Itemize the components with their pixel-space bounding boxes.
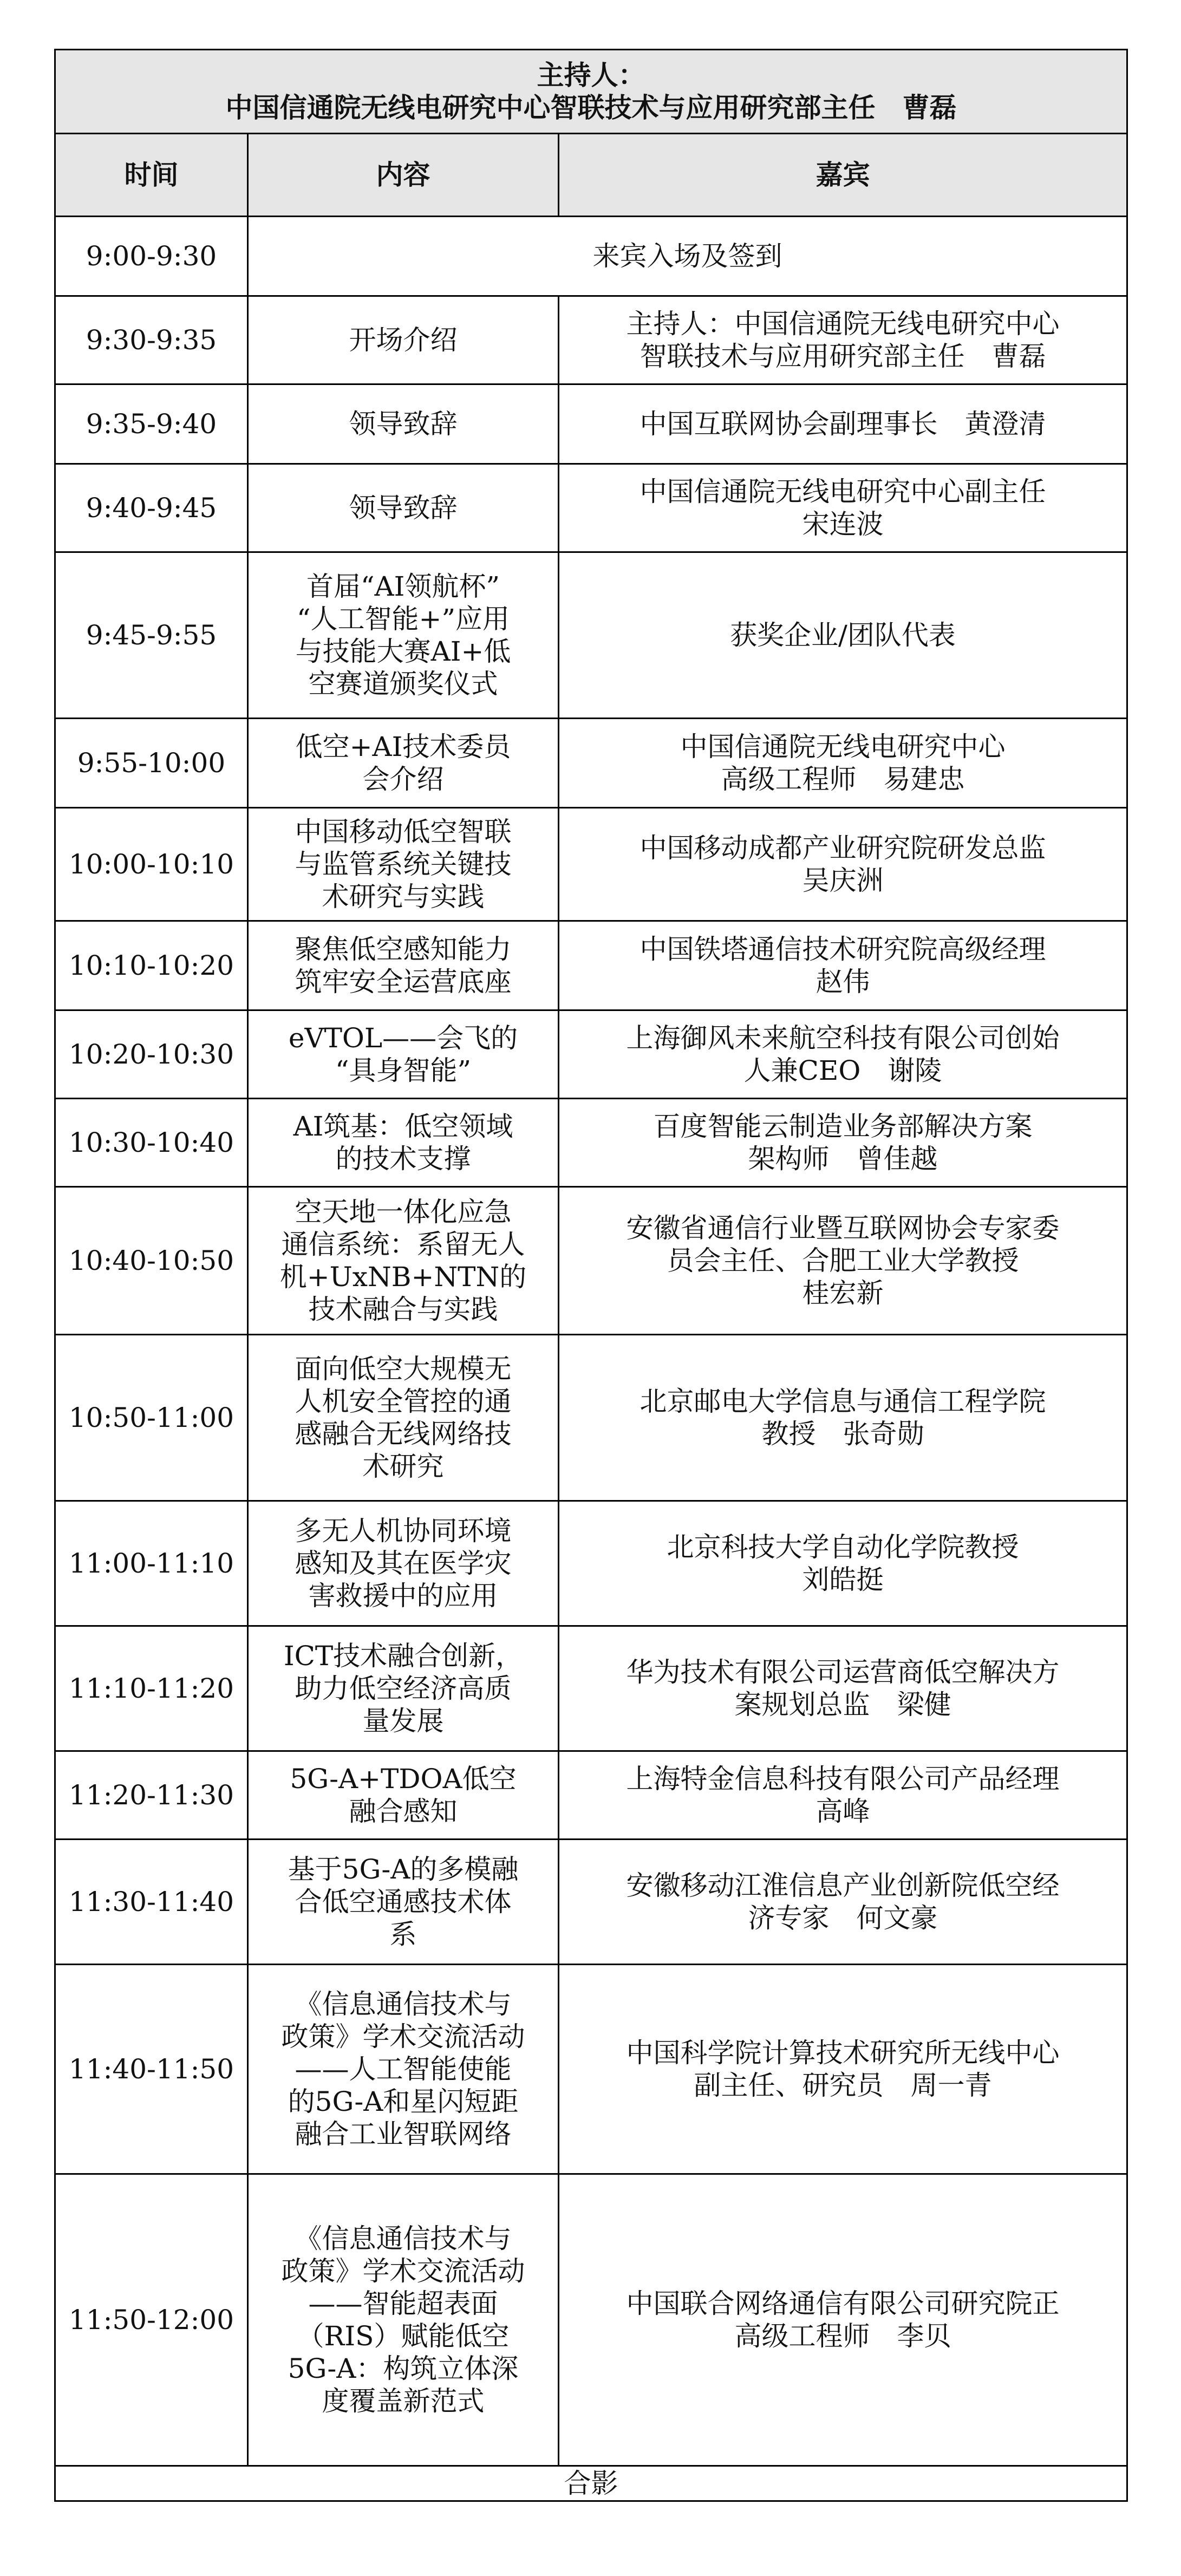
content-cell-line: 面向低空大规模无 bbox=[295, 1353, 512, 1385]
content-cell-line: 空赛道颁奖仪式 bbox=[308, 668, 498, 700]
guest-cell-line: 安徽移动江淮信息产业创新院低空经 bbox=[626, 1870, 1060, 1901]
guest-cell bbox=[559, 1965, 1127, 2174]
host-caption-line1: 主持人： bbox=[537, 60, 645, 91]
guest-cell-line: 智联技术与应用研究部主任 曹磊 bbox=[640, 341, 1046, 372]
content-cell-line: 首届“AI领航杯” bbox=[306, 571, 500, 602]
agenda-row bbox=[55, 384, 1127, 464]
guest-cell bbox=[559, 719, 1127, 808]
guest-cell-line: 赵伟 bbox=[815, 966, 870, 997]
content-cell bbox=[248, 1501, 559, 1626]
content-cell bbox=[248, 464, 559, 552]
guest-cell-line: 高级工程师 李贝 bbox=[734, 2320, 951, 2352]
host-caption-row bbox=[55, 50, 1127, 134]
content-cell bbox=[248, 1751, 559, 1840]
guest-cell bbox=[559, 1099, 1127, 1187]
guest-cell-line: 百度智能云制造业务部解决方案 bbox=[653, 1111, 1033, 1142]
header-time: 时间 bbox=[55, 134, 248, 217]
guest-cell-line: 宋连波 bbox=[802, 508, 884, 540]
guest-cell-line: 中国联合网络通信有限公司研究院正 bbox=[626, 2288, 1060, 2319]
agenda-row bbox=[55, 552, 1127, 719]
content-cell-line: 感知及其在医学灾 bbox=[295, 1548, 512, 1579]
content-cell-line: “人工智能+”应用 bbox=[296, 603, 510, 635]
guest-cell-line: 人兼CEO 谢陵 bbox=[743, 1055, 942, 1086]
content-cell bbox=[248, 808, 559, 921]
content-cell-line: 多无人机协同环境 bbox=[295, 1515, 512, 1547]
time-cell: 10:00-10:10 bbox=[55, 808, 248, 921]
guest-cell-line: 桂宏新 bbox=[802, 1277, 884, 1309]
host-caption bbox=[55, 50, 1127, 134]
content-cell-line: AI筑基：低空领域 bbox=[293, 1111, 513, 1142]
agenda-row bbox=[55, 2174, 1127, 2466]
agenda-body bbox=[55, 217, 1127, 2466]
guest-cell-line: 高级工程师 易建忠 bbox=[721, 764, 965, 795]
content-cell-line: 术研究 bbox=[362, 1451, 444, 1482]
time-cell: 11:10-11:20 bbox=[55, 1626, 248, 1751]
guest-cell-line: 上海特金信息科技有限公司产品经理 bbox=[626, 1763, 1060, 1795]
content-cell-line: 领导致辞 bbox=[349, 408, 458, 440]
content-cell-line: 《信息通信技术与 bbox=[295, 1988, 512, 2020]
agenda-row bbox=[55, 1099, 1127, 1187]
content-cell-line: 政策》学术交流活动 bbox=[281, 2255, 525, 2287]
guest-cell bbox=[559, 464, 1127, 552]
content-cell-line: 助力低空经济高质 bbox=[295, 1673, 512, 1704]
content-cell bbox=[248, 1965, 559, 2174]
content-cell-line: eVTOL——会飞的 bbox=[288, 1022, 518, 1054]
content-cell-line: 通信系统：系留无人 bbox=[281, 1229, 525, 1260]
guest-cell-line: 架构师 曾佳越 bbox=[748, 1143, 938, 1175]
guest-cell bbox=[559, 1501, 1127, 1626]
time-cell: 9:55-10:00 bbox=[55, 719, 248, 808]
content-cell-line: 空天地一体化应急 bbox=[295, 1196, 512, 1228]
guest-cell-line: 中国信通院无线电研究中心副主任 bbox=[640, 476, 1046, 507]
content-cell-line: 的5G-A和星闪短距 bbox=[288, 2086, 519, 2117]
guest-cell bbox=[559, 1187, 1127, 1335]
time-cell: 11:00-11:10 bbox=[55, 1501, 248, 1626]
content-cell-line: 政策》学术交流活动 bbox=[281, 2021, 525, 2052]
agenda-row bbox=[55, 1751, 1127, 1840]
guest-cell bbox=[559, 921, 1127, 1010]
time-cell: 11:50-12:00 bbox=[55, 2174, 248, 2466]
agenda-row bbox=[55, 1335, 1127, 1501]
agenda-row bbox=[55, 1501, 1127, 1626]
content-cell bbox=[248, 1840, 559, 1965]
content-cell bbox=[248, 719, 559, 808]
guest-cell bbox=[559, 384, 1127, 464]
guest-cell-line: 济专家 何文豪 bbox=[748, 1902, 938, 1934]
content-cell-line: 的技术支撑 bbox=[335, 1143, 471, 1175]
footer-cell: 合影 bbox=[55, 2466, 1127, 2501]
guest-cell bbox=[559, 2174, 1127, 2466]
content-cell-line: 聚焦低空感知能力 bbox=[295, 934, 512, 965]
guest-cell-line: 案规划总监 梁健 bbox=[734, 1689, 951, 1720]
content-cell bbox=[248, 552, 559, 719]
content-cell bbox=[248, 1187, 559, 1335]
content-cell-line: 中国移动低空智联 bbox=[295, 816, 512, 847]
guest-cell bbox=[559, 1335, 1127, 1501]
guest-cell-line: 中国信通院无线电研究中心 bbox=[680, 731, 1006, 762]
agenda-row bbox=[55, 1187, 1127, 1335]
guest-cell bbox=[559, 1626, 1127, 1751]
content-cell-line: “具身智能” bbox=[335, 1055, 472, 1086]
guest-cell-line: 高峰 bbox=[815, 1796, 870, 1827]
guest-cell-line: 华为技术有限公司运营商低空解决方 bbox=[626, 1657, 1060, 1688]
guest-cell bbox=[559, 808, 1127, 921]
guest-cell-line: 安徽省通信行业暨互联网协会专家委 bbox=[626, 1212, 1060, 1244]
agenda-row bbox=[55, 921, 1127, 1010]
content-cell-line: 量发展 bbox=[362, 1705, 444, 1737]
time-cell: 9:45-9:55 bbox=[55, 552, 248, 719]
content-cell bbox=[248, 1010, 559, 1099]
time-cell: 10:50-11:00 bbox=[55, 1335, 248, 1501]
content-cell-line: 技术融合与实践 bbox=[308, 1294, 498, 1325]
content-cell-line: 筑牢安全运营底座 bbox=[295, 966, 512, 997]
time-cell: 9:30-9:35 bbox=[55, 296, 248, 384]
content-cell-line: （RIS）赋能低空 bbox=[297, 2320, 510, 2352]
agenda-row bbox=[55, 1840, 1127, 1965]
time-cell: 11:20-11:30 bbox=[55, 1751, 248, 1840]
content-cell bbox=[248, 1099, 559, 1187]
host-caption-line2: 中国信通院无线电研究中心智联技术与应用研究部主任 曹磊 bbox=[225, 92, 957, 123]
time-cell: 10:40-10:50 bbox=[55, 1187, 248, 1335]
guest-cell bbox=[559, 1010, 1127, 1099]
header-guest: 嘉宾 bbox=[559, 134, 1127, 217]
agenda-row bbox=[55, 1010, 1127, 1099]
guest-cell-line: 教授 张奇勋 bbox=[761, 1418, 924, 1450]
agenda-row bbox=[55, 464, 1127, 552]
agenda-table bbox=[54, 49, 1128, 2502]
content-cell-line: 害救援中的应用 bbox=[308, 1580, 498, 1612]
agenda-row bbox=[55, 217, 1127, 296]
time-cell: 11:30-11:40 bbox=[55, 1840, 248, 1965]
guest-cell-line: 获奖企业/团队代表 bbox=[730, 619, 956, 651]
content-cell-line: 机+UxNB+NTN的 bbox=[279, 1261, 527, 1293]
guest-cell bbox=[559, 1840, 1127, 1965]
content-cell-line: 融合感知 bbox=[349, 1796, 458, 1827]
guest-cell-line: 北京科技大学自动化学院教授 bbox=[667, 1531, 1019, 1563]
merged-cell: 来宾入场及签到 bbox=[248, 217, 1127, 296]
agenda-row bbox=[55, 808, 1127, 921]
guest-cell-line: 刘皓挺 bbox=[802, 1564, 884, 1595]
guest-cell-line: 中国互联网协会副理事长 黄澄清 bbox=[640, 408, 1046, 440]
content-cell bbox=[248, 921, 559, 1010]
content-cell-line: 合低空通感技术体 bbox=[295, 1886, 512, 1918]
content-cell-line: 基于5G-A的多模融 bbox=[288, 1854, 519, 1885]
time-cell: 9:00-9:30 bbox=[55, 217, 248, 296]
content-cell-line: ——智能超表面 bbox=[308, 2288, 498, 2319]
content-cell-line: ICT技术融合创新， bbox=[283, 1640, 523, 1672]
content-cell bbox=[248, 296, 559, 384]
content-cell-line: 人机安全管控的通 bbox=[295, 1386, 512, 1417]
content-cell bbox=[248, 1335, 559, 1501]
guest-cell-line: 北京邮电大学信息与通信工程学院 bbox=[640, 1386, 1046, 1417]
content-cell-line: 会介绍 bbox=[362, 764, 444, 795]
guest-cell bbox=[559, 1751, 1127, 1840]
guest-cell bbox=[559, 296, 1127, 384]
content-cell-line: 与技能大赛AI+低 bbox=[295, 636, 511, 667]
content-cell-line: 感融合无线网络技 bbox=[295, 1418, 512, 1450]
content-cell-line: 领导致辞 bbox=[349, 492, 458, 524]
content-cell-line: 度覆盖新范式 bbox=[322, 2385, 485, 2417]
time-cell: 11:40-11:50 bbox=[55, 1965, 248, 2174]
content-cell-line: 系 bbox=[389, 1919, 417, 1950]
content-cell bbox=[248, 384, 559, 464]
guest-cell-line: 主持人：中国信通院无线电研究中心 bbox=[626, 308, 1060, 340]
header-content: 内容 bbox=[248, 134, 559, 217]
guest-cell-line: 中国科学院计算技术研究所无线中心 bbox=[626, 2037, 1060, 2069]
guest-cell-line: 副主任、研究员 周一青 bbox=[694, 2070, 992, 2101]
agenda-row bbox=[55, 1626, 1127, 1751]
guest-cell-line: 员会主任、合肥工业大学教授 bbox=[667, 1245, 1019, 1276]
agenda-row bbox=[55, 296, 1127, 384]
content-cell-line: 术研究与实践 bbox=[322, 881, 485, 912]
content-cell-line: ——人工智能使能 bbox=[295, 2053, 512, 2085]
content-cell-line: 开场介绍 bbox=[349, 324, 458, 356]
content-cell-line: 低空+AI技术委员 bbox=[295, 731, 511, 762]
guest-cell-line: 吴庆洲 bbox=[802, 865, 884, 896]
content-cell-line: 《信息通信技术与 bbox=[295, 2223, 512, 2254]
agenda-row bbox=[55, 719, 1127, 808]
guest-cell-line: 上海御风未来航空科技有限公司创始 bbox=[626, 1022, 1060, 1054]
content-cell bbox=[248, 1626, 559, 1751]
guest-cell-line: 中国铁塔通信技术研究院高级经理 bbox=[640, 934, 1046, 965]
content-cell-line: 5G-A+TDOA低空 bbox=[290, 1763, 517, 1795]
time-cell: 10:30-10:40 bbox=[55, 1099, 248, 1187]
header-row bbox=[55, 134, 1127, 217]
content-cell bbox=[248, 2174, 559, 2466]
content-cell-line: 与监管系统关键技 bbox=[295, 849, 512, 880]
time-cell: 10:10-10:20 bbox=[55, 921, 248, 1010]
content-cell-line: 5G-A：构筑立体深 bbox=[288, 2353, 519, 2384]
content-cell-line: 融合工业智联网络 bbox=[295, 2118, 512, 2150]
time-cell: 9:40-9:45 bbox=[55, 464, 248, 552]
footer-row bbox=[55, 2466, 1127, 2501]
time-cell: 9:35-9:40 bbox=[55, 384, 248, 464]
guest-cell bbox=[559, 552, 1127, 719]
guest-cell-line: 中国移动成都产业研究院研发总监 bbox=[640, 832, 1046, 864]
time-cell: 10:20-10:30 bbox=[55, 1010, 248, 1099]
agenda-row bbox=[55, 1965, 1127, 2174]
